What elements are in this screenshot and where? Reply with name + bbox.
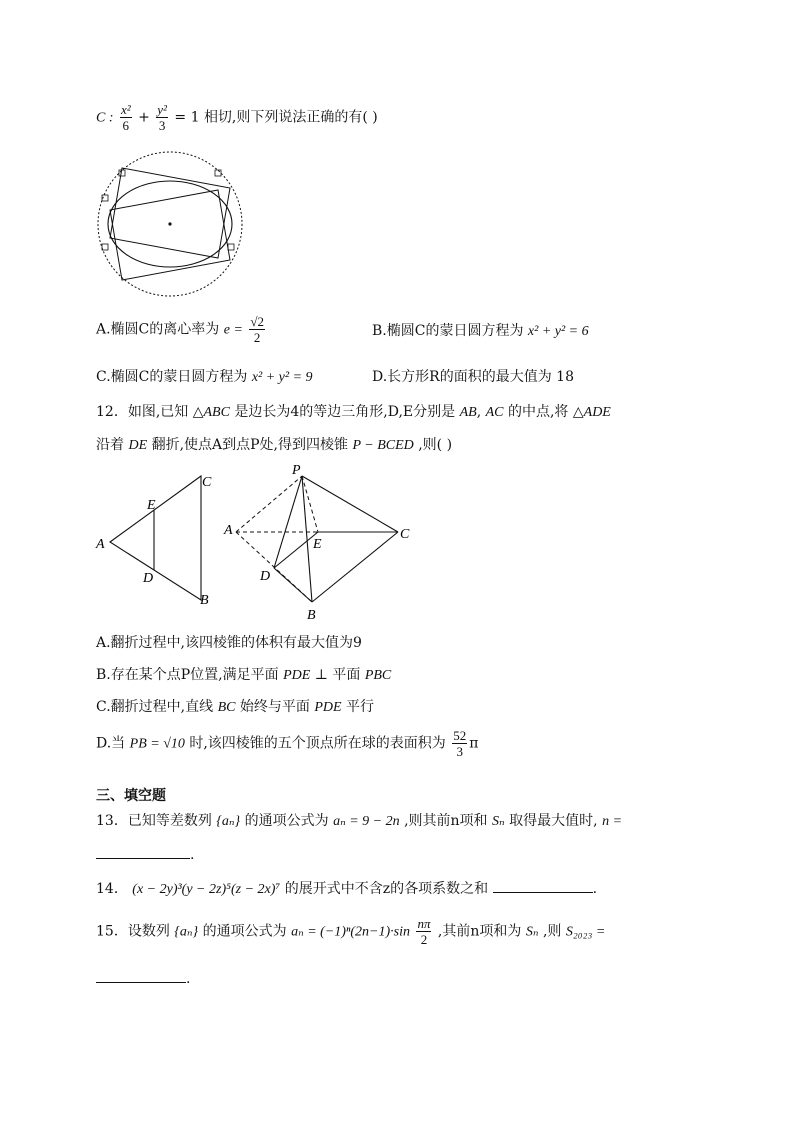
q11-option-c: C.椭圆C的蒙日圆方程为 x² + y² = 9: [96, 369, 313, 385]
q15-answer-line: .: [96, 966, 190, 987]
label-c2: C: [400, 527, 410, 542]
q11-stem-suffix: 相切,则下列说法正确的有( ): [203, 109, 378, 126]
label-p: P: [292, 463, 301, 478]
pyramid-figure: [222, 460, 418, 624]
label-e: E: [147, 498, 156, 513]
q12-stem-line1: 12．如图,已知 △ABC 是边长为4的等边三角形,D,E分别是 AB, AC 的中点,将 △ADE: [96, 404, 611, 420]
section-title: 三、填空题: [96, 788, 166, 804]
q12-option-a: A.翻折过程中,该四棱锥的体积有最大值为9: [96, 635, 362, 651]
label-a2: A: [224, 523, 233, 538]
q12-option-b: B.存在某个点P位置,满足平面 PDE ⊥ 平面 PBC: [96, 667, 392, 683]
label-d2: D: [260, 569, 271, 584]
q15-blank[interactable]: [96, 966, 186, 983]
ellipse-prefix: C :: [96, 110, 114, 126]
q14-blank[interactable]: [493, 876, 593, 893]
q11-option-a: A.椭圆C的离心率为 e = $\frac{√2}{2}$: [96, 314, 264, 345]
q13-answer-line: .: [96, 842, 194, 863]
q11-option-b: B.椭圆C的蒙日圆方程为 x² + y² = 6: [372, 323, 589, 339]
monge-circle-figure: [94, 150, 246, 298]
frac-x: $\frac{\text{x²}}{6}$: [120, 102, 131, 133]
label-e2: E: [313, 537, 322, 552]
q12-option-c: C.翻折过程中,直线 BC 始终与平面 PDE 平行: [96, 699, 375, 715]
q11-option-d: D.长方形R的面积的最大值为 18: [372, 369, 574, 385]
q12-stem-line2: 沿着 DE 翻折,使点A到点P处,得到四棱锥 P − BCED ,则( ): [96, 437, 453, 453]
q13-stem: 13．已知等差数列 {aₙ} 的通项公式为 aₙ = 9 − 2n ,则其前n项和 Sₙ 取得最大值时, n =: [96, 813, 623, 829]
q13-blank[interactable]: [96, 842, 190, 859]
label-b2: B: [307, 608, 316, 623]
frac-y: $\frac{\text{y²}}{3}$: [157, 102, 167, 133]
center-dot: [168, 222, 171, 225]
q11-stem: C : $\frac{\text{x²}}{6}$ + $\frac{\text{y²}}{3}$ = 1 相切,则下列说法正确的有( ): [96, 102, 378, 133]
label-d: D: [143, 571, 154, 586]
q12-option-d: D.当 PB = √10 时,该四棱锥的五个顶点所在球的表面积为 $\frac{52}{3}$ π: [96, 728, 479, 759]
label-a: A: [96, 537, 105, 552]
q15-stem: 15．设数列 {aₙ} 的通项公式为 aₙ = (−1)ⁿ(2n−1)·sin $\frac{n\pi}{2}$ ,其前n项和为 Sₙ ,则 S₂₀₂₃ =: [96, 916, 606, 947]
triangle-abc-figure: [94, 468, 224, 608]
q14-stem: 14． (x − 2y)³(y − 2z)⁵(z − 2x)⁷ 的展开式中不含z的各项系数之和 .: [96, 876, 597, 898]
label-b: B: [200, 593, 209, 608]
label-c: C: [202, 475, 212, 490]
